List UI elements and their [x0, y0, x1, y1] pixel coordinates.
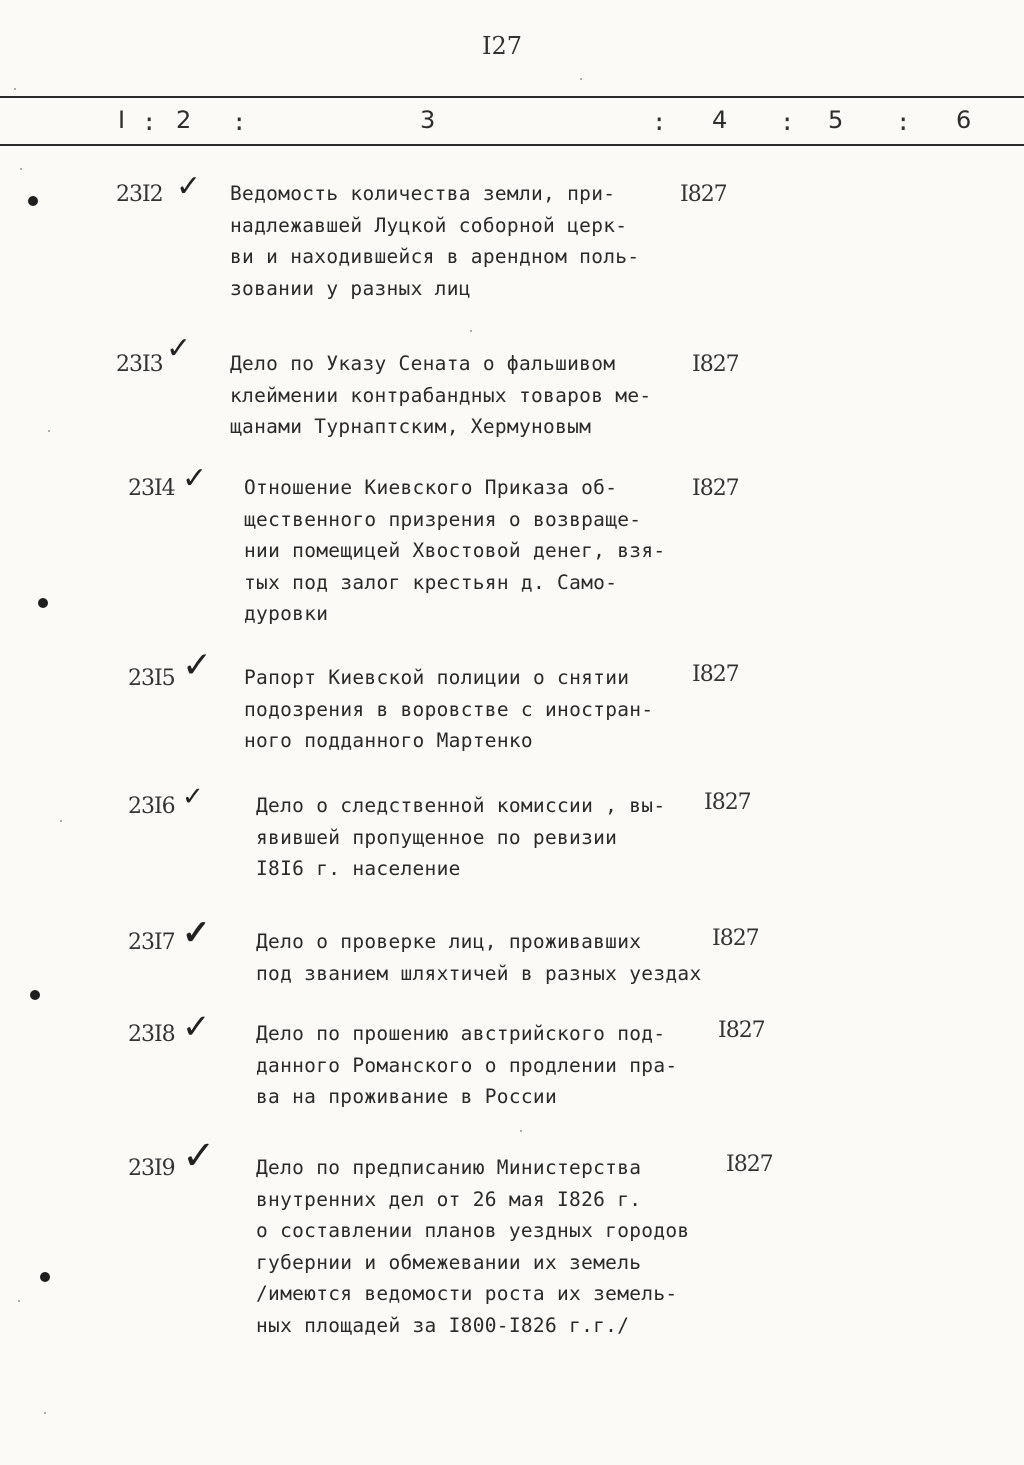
entry-year: I827 — [692, 352, 739, 377]
column-separator: : — [142, 108, 157, 136]
column-separator: : — [652, 108, 667, 136]
column-header-6: 6 — [956, 106, 972, 134]
column-separator: : — [232, 108, 247, 136]
entry-number: 23I2 — [116, 182, 163, 207]
scan-speck — [60, 820, 62, 822]
scan-speck — [470, 330, 472, 332]
entry-year: I827 — [680, 182, 727, 207]
scan-speck — [48, 430, 50, 432]
entry-year: I827 — [726, 1152, 773, 1177]
entry-description: Дело о следственной комиссии , вы- явившей пропущенное по ревизии I8I6 г. население — [256, 794, 666, 880]
column-header-4: 4 — [712, 106, 728, 134]
checkmark-icon: ✓ — [182, 782, 204, 812]
entry-description: Дело по предписанию Министерства внутренних дел от 26 мая I826 г. о составлении планов уездных городов губернии и обмежевании их земель /имеются ведомости роста их земель- ных площадей за I800-I826 г.г./ — [256, 1156, 690, 1337]
entry-number: 23I6 — [128, 794, 175, 819]
entry-description: Ведомость количества земли, при- надлежавшей Луцкой соборной церк- ви и находившейся в арендном поль- зовании у разных лиц — [230, 182, 640, 300]
entry-description: Дело по Указу Сената о фальшивом клеймении контрабандных товаров ме- щанами Турнаптским, Хермуновым — [230, 352, 652, 438]
entry-number: 23I5 — [128, 666, 175, 691]
checkmark-icon: ✓ — [166, 331, 192, 366]
column-header-5: 5 — [828, 106, 844, 134]
checkmark-icon: ✓ — [182, 913, 211, 953]
entry-description: Дело о проверке лиц, проживавших под званием шляхтичей в разных уездах — [256, 930, 702, 985]
scan-speck — [520, 1130, 522, 1132]
entry-year: I827 — [692, 476, 739, 501]
scan-speck — [580, 78, 582, 80]
checkmark-icon: ✓ — [182, 645, 213, 686]
scan-speck — [14, 88, 16, 90]
entry-number: 23I3 — [116, 352, 163, 377]
column-header-3: 3 — [420, 106, 436, 134]
entry-description: Рапорт Киевской полиции о снятии подозрения в воровстве с иностран- ного подданного Мартенко — [244, 666, 654, 752]
checkmark-icon: ✓ — [176, 169, 202, 204]
column-separator: : — [896, 108, 911, 136]
entry-year: I827 — [692, 662, 739, 687]
header-bottom-rule — [0, 144, 1024, 146]
punch-hole-icon — [28, 196, 38, 206]
entry-year: I827 — [718, 1018, 765, 1043]
punch-hole-icon — [40, 1272, 50, 1282]
checkmark-icon: ✓ — [182, 1007, 211, 1047]
scan-speck — [18, 1300, 20, 1302]
entry-description: Дело по прошению австрийского под- данного Романского о продлении пра- ва на проживание в России — [256, 1022, 678, 1108]
entry-year: I827 — [712, 926, 759, 951]
column-header-2: 2 — [176, 106, 192, 134]
scan-speck — [44, 1412, 46, 1414]
entry-year: I827 — [704, 790, 751, 815]
column-separator: : — [780, 108, 795, 136]
entry-number: 23I9 — [128, 1156, 175, 1181]
checkmark-icon: ✓ — [182, 1133, 216, 1179]
entry-number: 23I8 — [128, 1022, 175, 1047]
punch-hole-icon — [30, 990, 40, 1000]
entry-number: 23I4 — [128, 476, 175, 501]
checkmark-icon: ✓ — [182, 461, 208, 496]
column-header-1: I — [118, 106, 126, 134]
punch-hole-icon — [38, 598, 48, 608]
scan-speck — [20, 168, 22, 170]
page-number: I27 — [482, 32, 523, 60]
entry-number: 23I7 — [128, 930, 175, 955]
header-top-rule — [0, 96, 1024, 98]
entry-description: Отношение Киевского Приказа об- щественного призрения о возвраще- нии помещицей Хвостовой денег, взя- тых под залог крестьян д. Само- дуровки — [244, 476, 666, 625]
